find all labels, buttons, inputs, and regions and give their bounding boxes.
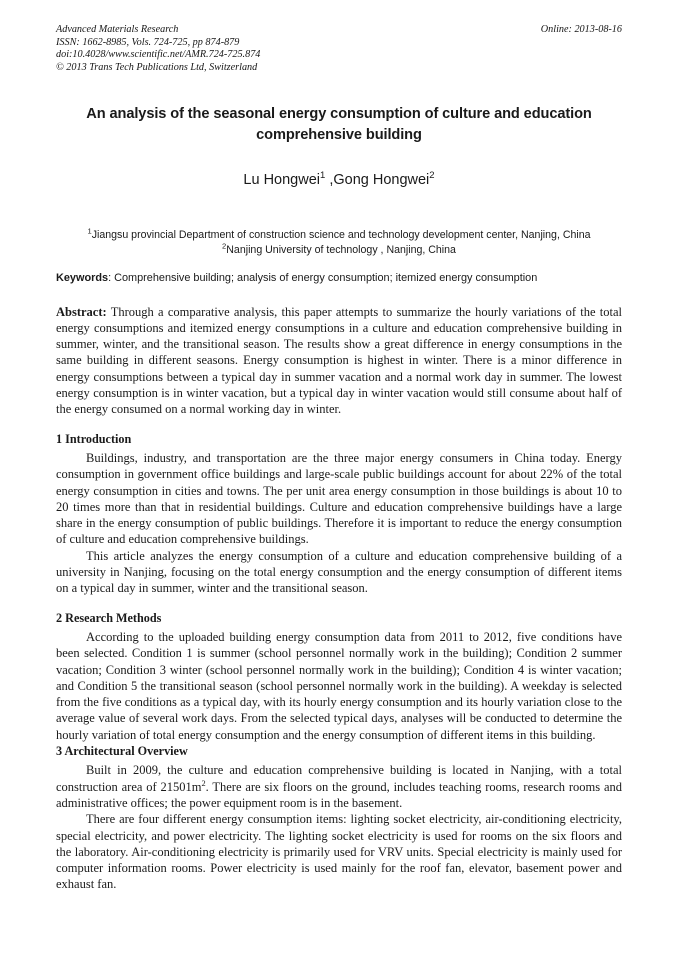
affiliation-mark: 2: [222, 241, 227, 251]
introduction-paragraph-1: Buildings, industry, and transportation are the three major energy consumers in China today. Energy consumption in government office buildings and large-scale public buildings account for about 22% of the total energy consumption in cities and towns. The per unit area energy consumption in those buildings is about 10 to 20 times more than that in residential buildings. Culture and education comprehensive buildings have a large share in the energy consumption of public buildings. Therefore it is important to reduce the energy consumption of culture and education comprehensive buildings.: [56, 450, 622, 547]
overview-text-after-superscript: . There are six floors on the ground, includes teaching rooms, research rooms and administrative offices; the power equipment room is in the basement.: [56, 779, 622, 810]
keywords-block: [56, 271, 622, 286]
affiliation-item: [56, 243, 622, 258]
keywords-label: Keywords: [56, 272, 109, 285]
page-title: An analysis of the seasonal energy consumption of culture and education comprehensive building: [86, 106, 592, 143]
issn-volume-pages: ISSN: 1662-8985, Vols. 724-725, pp 874-879: [56, 36, 240, 48]
doi-line: doi:10.4028/www.scientific.net/AMR.724-725.874: [56, 49, 261, 61]
affiliation-text: Jiangsu provincial Department of construction science and technology development center, Nanjing, China: [91, 229, 591, 241]
section-heading-architectural-overview: 3 Architectural Overview: [56, 744, 188, 759]
abstract-label: Abstract:: [56, 304, 107, 319]
research-methods-paragraph-1: According to the uploaded building energy consumption data from 2011 to 2012, five conditions have been selected. Condition 1 is summer (school personnel normally work in the building); Condition 2 summer vacation; Condition 3 winter (school personnel normally work in the building); Condition 4 is winter vacation; and Condition 5 the transitional season (school personnel normally work in the building). A weekday is selected from the five conditions as a typical day, with its hourly energy consumption and its hourly variation close to the average value of several work days. From the selected typical days, analyses will be conducted to determine the hourly variation of total energy consumption and the energy consumption of different items in this building.: [56, 629, 622, 742]
author-list: [56, 170, 622, 190]
journal-name: Advanced Materials Research: [56, 24, 179, 35]
architectural-overview-paragraph-2: There are four different energy consumption items: lighting socket electricity, air-conditioning electricity, special electricity, and power electricity. The lighting socket electricity is used for rooms on the six floors and the laboratory. Air-conditioning electricity is primarily used for VRV units. Special electricity is mainly used for computer information rooms. Power electricity is used mainly for the roof fan, elevator, basement power and exhaust fan.: [56, 812, 622, 892]
abstract-text: Through a comparative analysis, this paper attempts to summarize the hourly variations of the total energy consumptions and itemized energy consumptions in a culture and education comprehensive building in summer, winter, and the transitional season. The results show a great difference in energy consumptions in the same building in different seasons. Energy consumption is highest in winter. There is a minor difference in energy consumptions between a typical day in summer vacation and a normal work day in summer. The lowest energy consumption is in winter vacation, but a typical day in winter vacation would still consume about half of the energy consumed on a normal working day in winter.: [56, 304, 622, 417]
author-affiliation-mark-1: 1: [320, 170, 326, 182]
publication-header: [56, 24, 622, 86]
keywords-value: Comprehensive building; analysis of energy consumption; itemized energy consumption: [114, 272, 538, 285]
keywords-separator: :: [108, 272, 115, 285]
section-heading-research-methods: 2 Research Methods: [56, 610, 162, 625]
publication-header-left: [56, 24, 476, 74]
author-separator: ,: [325, 172, 334, 188]
copyright-line: © 2013 Trans Tech Publications Ltd, Switzerland: [56, 61, 258, 73]
author-name-2: Gong Hongwei: [333, 172, 430, 188]
introduction-paragraph-2: This article analyzes the energy consumption of a culture and education comprehensive building of a university in Nanjing, focusing on the total energy consumption and the energy consumption of different items on a typical day in summer, winter and the transitional season.: [56, 548, 622, 596]
overview-text-before-superscript: Built in 2009, the culture and education comprehensive building is located in Nanjing, with a total construction area of 21501m: [56, 763, 622, 794]
online-publication-date: Online: 2013-08-16: [540, 24, 622, 35]
author-affiliation-mark-2: 2: [429, 170, 435, 182]
abstract-block: [56, 304, 622, 418]
area-unit-superscript: 2: [201, 778, 206, 788]
affiliation-mark: 1: [87, 226, 92, 236]
architectural-overview-paragraph-1: [56, 762, 622, 811]
affiliation-item: [56, 228, 622, 243]
affiliation-list: [56, 228, 622, 257]
author-name-1: Lu Hongwei: [243, 172, 320, 188]
affiliation-text: Nanjing University of technology , Nanjing, China: [226, 243, 456, 256]
section-heading-introduction: 1 Introduction: [56, 431, 132, 446]
